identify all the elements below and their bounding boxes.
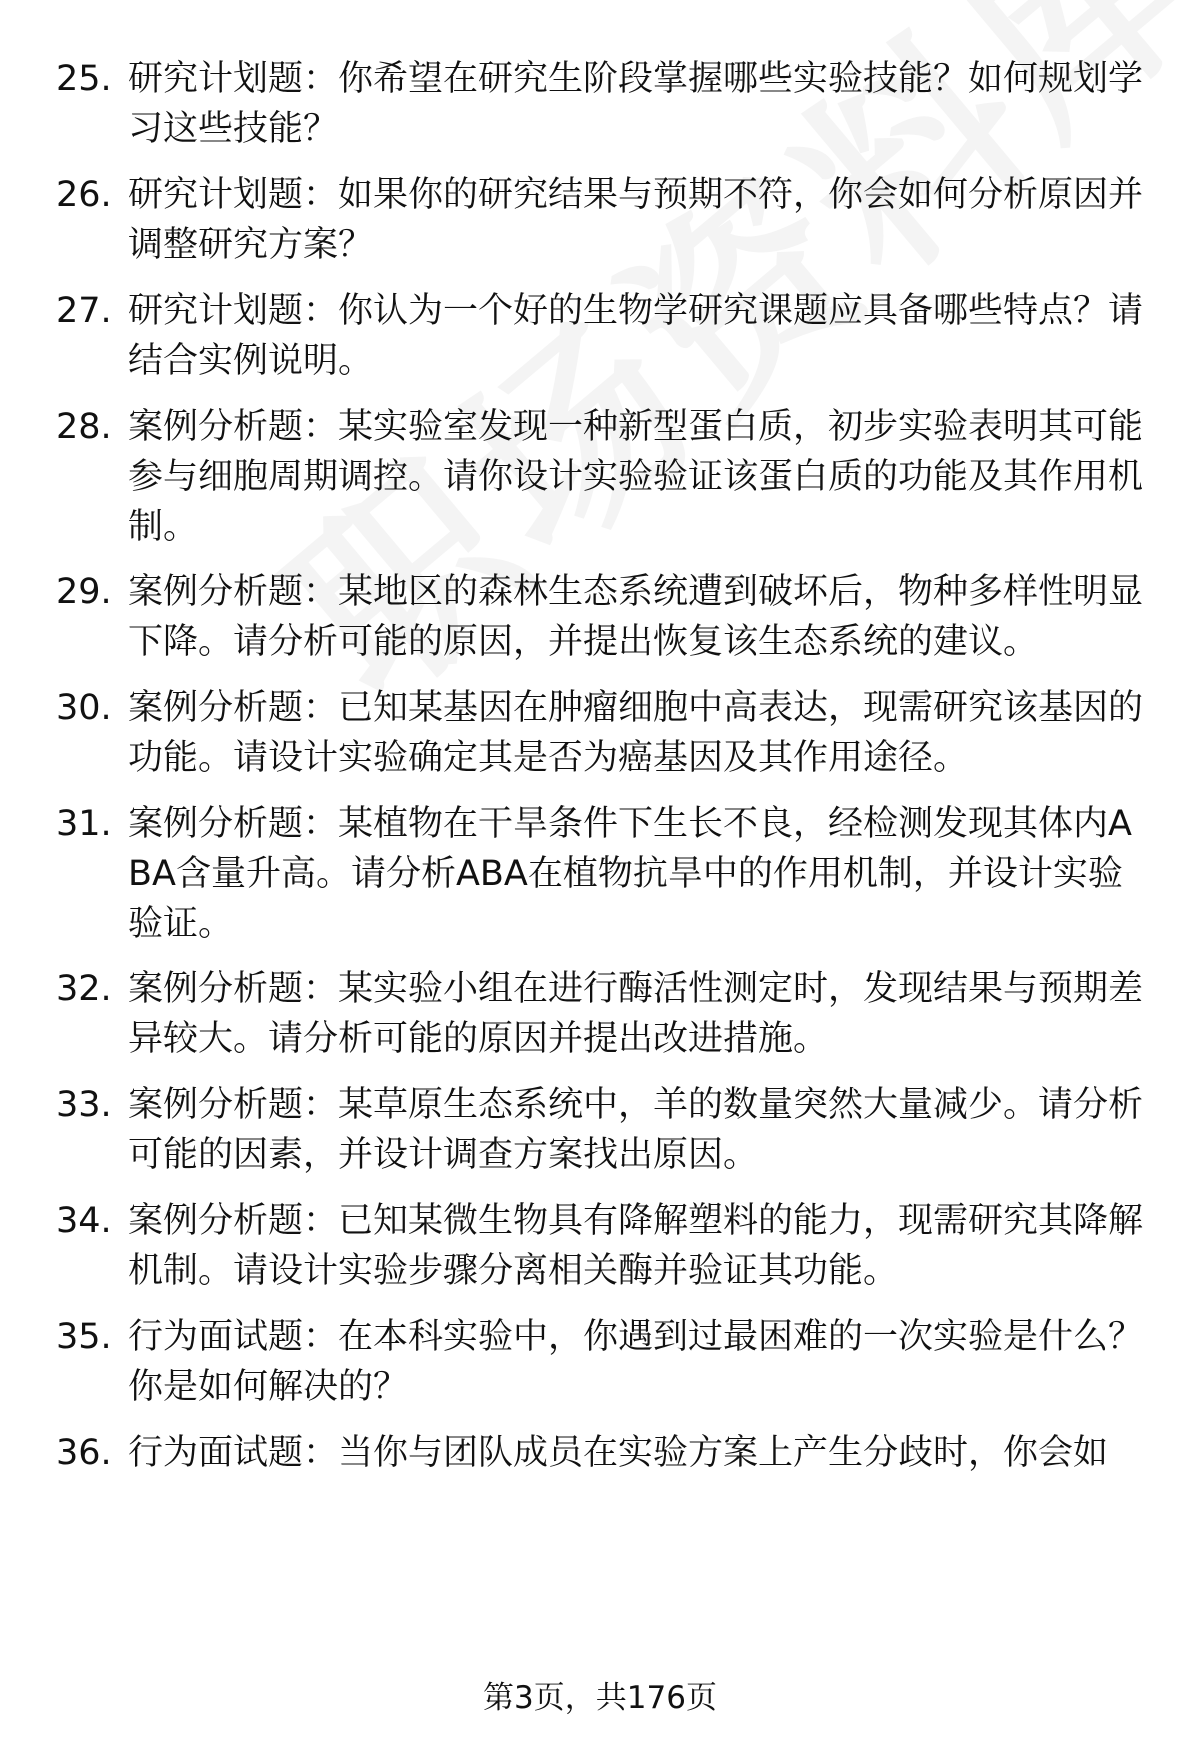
question-number: 33. [56, 1085, 112, 1125]
question-number: 36. [56, 1433, 112, 1473]
question-text: 研究计划题：你希望在研究生阶段掌握哪些实验技能？如何规划学习这些技能？ [128, 59, 1144, 149]
page-footer: 第3页，共176页 [483, 1680, 717, 1716]
question-number: 27. [56, 291, 112, 331]
question-text: 案例分析题：某地区的森林生态系统遭到破坏后，物种多样性明显下降。请分析可能的原因，并提出恢复该生态系统的建议。 [128, 572, 1144, 662]
question-text: 研究计划题：如果你的研究结果与预期不符，你会如何分析原因并调整研究方案？ [128, 175, 1144, 265]
question-number: 31. [56, 804, 112, 844]
question-number: 30. [56, 688, 112, 728]
question-number: 34. [56, 1201, 112, 1241]
question-text: 研究计划题：你认为一个好的生物学研究课题应具备哪些特点？请结合实例说明。 [128, 291, 1144, 381]
question-number: 35. [56, 1317, 112, 1357]
question-number: 25. [56, 59, 112, 99]
question-text: 案例分析题：某草原生态系统中，羊的数量突然大量减少。请分析可能的因素，并设计调查方案找出原因。 [128, 1085, 1144, 1175]
question-number: 32. [56, 969, 112, 1009]
question-text: 行为面试题：当你与团队成员在实验方案上产生分歧时，你会如 [128, 1433, 1109, 1473]
question-text: 案例分析题：已知某微生物具有降解塑料的能力，现需研究其降解机制。请设计实验步骤分离相关酶并验证其功能。 [128, 1201, 1144, 1291]
question-number: 26. [56, 175, 112, 215]
question-text: 行为面试题：在本科实验中，你遇到过最困难的一次实验是什么？你是如何解决的？ [128, 1317, 1144, 1407]
question-text: 案例分析题：已知某基因在肿瘤细胞中高表达，现需研究该基因的功能。请设计实验确定其是否为癌基因及其作用途径。 [128, 688, 1144, 778]
question-text: 案例分析题：某植物在干旱条件下生长不良，经检测发现其体内ABA含量升高。请分析ABA在植物抗旱中的作用机制，并设计实验验证。 [128, 804, 1132, 944]
question-text: 案例分析题：某实验室发现一种新型蛋白质，初步实验表明其可能参与细胞周期调控。请你设计实验验证该蛋白质的功能及其作用机制。 [128, 407, 1144, 547]
question-number: 29. [56, 572, 112, 612]
question-number: 28. [56, 407, 112, 447]
question-text: 案例分析题：某实验小组在进行酶活性测定时，发现结果与预期差异较大。请分析可能的原因并提出改进措施。 [128, 969, 1144, 1059]
